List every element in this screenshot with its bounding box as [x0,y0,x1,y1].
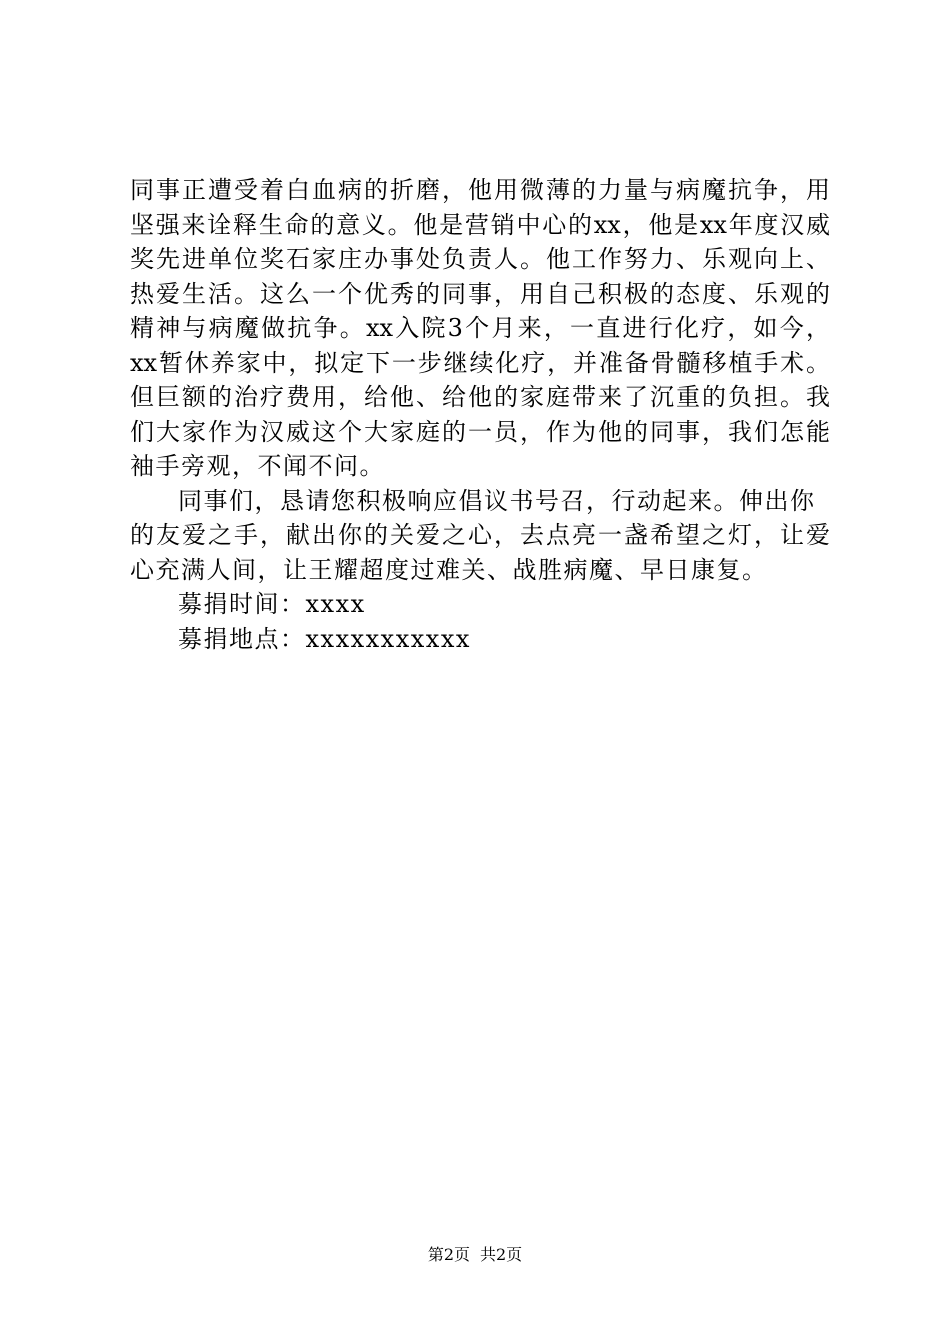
paragraph-line: 心充满人间，让王耀超度过难关、战胜病魔、早日康复。 [130,555,768,584]
paragraph-line: 坚强来诠释生命的意义。他是营销中心的xx，他是xx年度汉威 [130,210,830,239]
page-total: 共2页 [480,1245,523,1264]
paragraph-line: 们大家作为汉威这个大家庭的一员，作为他的同事，我们怎能 [130,417,830,446]
paragraph-line: xx暂休养家中，拟定下一步继续化疗，并准备骨髓移植手术。 [130,348,830,377]
document-body [130,173,830,656]
paragraph-line: 的友爱之手，献出你的关爱之心，去点亮一盏希望之灯，让爱 [130,521,830,549]
paragraph-line: 但巨额的治疗费用，给他、给他的家庭带来了沉重的负担。我 [130,383,830,411]
paragraph-line: 奖先进单位奖石家庄办事处负责人。他工作努力、乐观向上、 [130,245,830,273]
donation-time-line: 募捐时间：xxxx [178,590,366,618]
page-number: 第2页 [427,1245,470,1264]
paragraph-line: 同事正遭受着白血病的折磨，他用微薄的力量与病魔抗争，用 [130,176,830,204]
paragraph-line: 精神与病魔做抗争。xx入院3个月来，一直进行化疗，如今， [130,314,830,342]
paragraph-line: 同事们，恳请您积极响应倡议书号召，行动起来。伸出你 [178,486,816,515]
donation-location-line: 募捐地点：xxxxxxxxxxx [178,624,471,653]
paragraph-line: 袖手旁观，不闻不问。 [130,452,385,480]
page-footer [0,1244,950,1266]
paragraph-line: 热爱生活。这么一个优秀的同事，用自己积极的态度、乐观的 [130,279,830,308]
